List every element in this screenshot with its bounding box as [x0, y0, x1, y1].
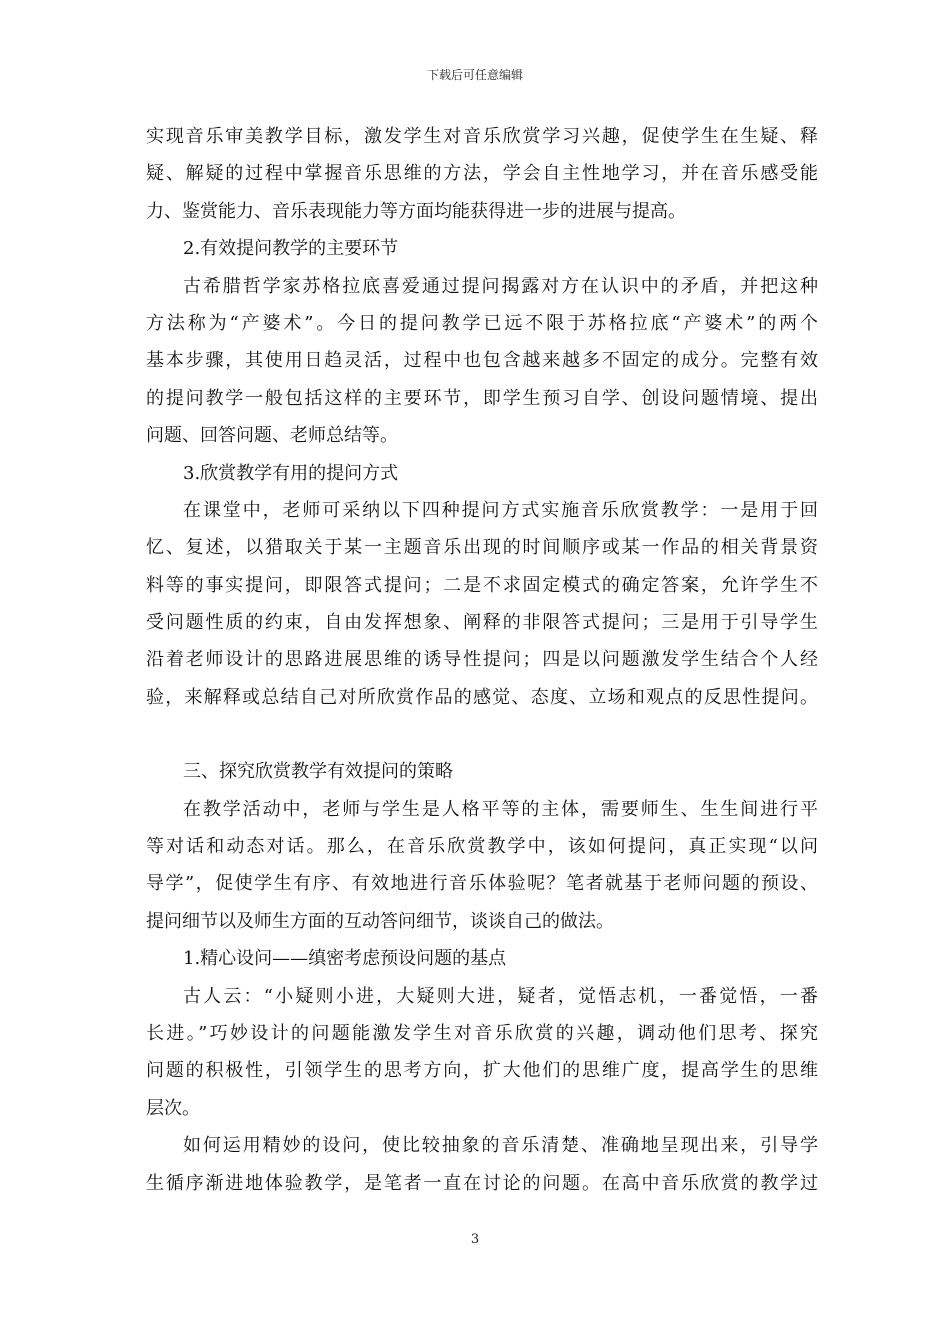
text-line: 沿着老师设计的思路进展思维的诱导性提问；四是以问题激发学生结合个人经: [146, 649, 818, 671]
text-line: 实现音乐审美教学目标，激发学生对音乐欣赏学习兴趣，促使学生在生疑、释: [146, 126, 818, 147]
page-number: 3: [470, 1232, 480, 1247]
text-line: 提问细节以及师生方面的互动答问细节，谈谈自己的做法。: [146, 910, 614, 932]
text-line: 导学”，促使学生有序、有效地进行音乐体验呢？笔者就基于老师问题的预设、: [146, 873, 818, 895]
text-line: 的提问教学一般包括这样的主要环节，即学生预习自学、创设问题情境、提出: [146, 387, 818, 409]
section-heading: 3.欣赏教学有用的提问方式: [183, 462, 399, 484]
section-heading: 三、探究欣赏教学有效提问的策略: [183, 761, 453, 783]
text-line: 层次。: [146, 1097, 200, 1119]
text-line: 受问题性质的约束，自由发挥想象、阐释的非限答式提问；三是用于引导学生: [146, 612, 818, 634]
page-header: 下载后可任意编辑: [426, 68, 523, 82]
text-line: 方法称为“产婆术”。今日的提问教学已远不限于苏格拉底“产婆术”的两个: [146, 312, 818, 334]
text-line: 如何运用精妙的设问，使比较抽象的音乐清楚、准确地呈现出来，引导学: [183, 1135, 818, 1157]
text-line: 古希腊哲学家苏格拉底喜爱通过提问揭露对方在认识中的矛盾，并把这种: [183, 275, 818, 297]
text-line: 等对话和动态对话。那么，在音乐欣赏教学中，该如何提问，真正实现“以问: [146, 836, 818, 858]
text-line: 料等的事实提问，即限答式提问；二是不求固定模式的确定答案，允许学生不: [146, 574, 818, 596]
section-heading: 1.精心设问——缜密考虑预设问题的基点: [183, 948, 507, 970]
text-line: 长进。”巧妙设计的问题能激发学生对音乐欣赏的兴趣，调动他们思考、探究: [146, 1022, 818, 1044]
text-line: 力、鉴赏能力、音乐表现能力等方面均能获得进一步的进展与提高。: [146, 200, 686, 222]
body-text: [146, 118, 818, 1202]
text-line: 疑、解疑的过程中掌握音乐思维的方法，学会自主性地学习，并在音乐感受能: [146, 163, 818, 185]
text-line: 问题、回答问题、老师总结等。: [146, 425, 398, 447]
text-line: 生循序渐进地体验教学，是笔者一直在讨论的问题。在高中音乐欣赏的教学过: [146, 1172, 818, 1194]
text-line: 忆、复述，以猎取关于某一主题音乐出现的时间顺序或某一作品的相关背景资: [146, 537, 818, 559]
text-line: 在课堂中，老师可采纳以下四种提问方式实施音乐欣赏教学：一是用于回: [183, 499, 818, 521]
section-heading: 2.有效提问教学的主要环节: [183, 238, 399, 260]
text-line: 基本步骤，其使用日趋灵活，过程中也包含越来越多不固定的成分。完整有效: [146, 350, 818, 372]
text-line: 验，来解释或总结自己对所欣赏作品的感觉、态度、立场和观点的反思性提问。: [146, 686, 818, 708]
paragraph-gap: [146, 716, 818, 753]
text-line: 在教学活动中，老师与学生是人格平等的主体，需要师生、生生间进行平: [183, 798, 818, 820]
text-line: 问题的积极性，引领学生的思考方向，扩大他们的思维广度，提高学生的思维: [146, 1060, 818, 1082]
text-line: 古人云：“小疑则小进，大疑则大进，疑者，觉悟志机，一番觉悟，一番: [183, 985, 818, 1007]
